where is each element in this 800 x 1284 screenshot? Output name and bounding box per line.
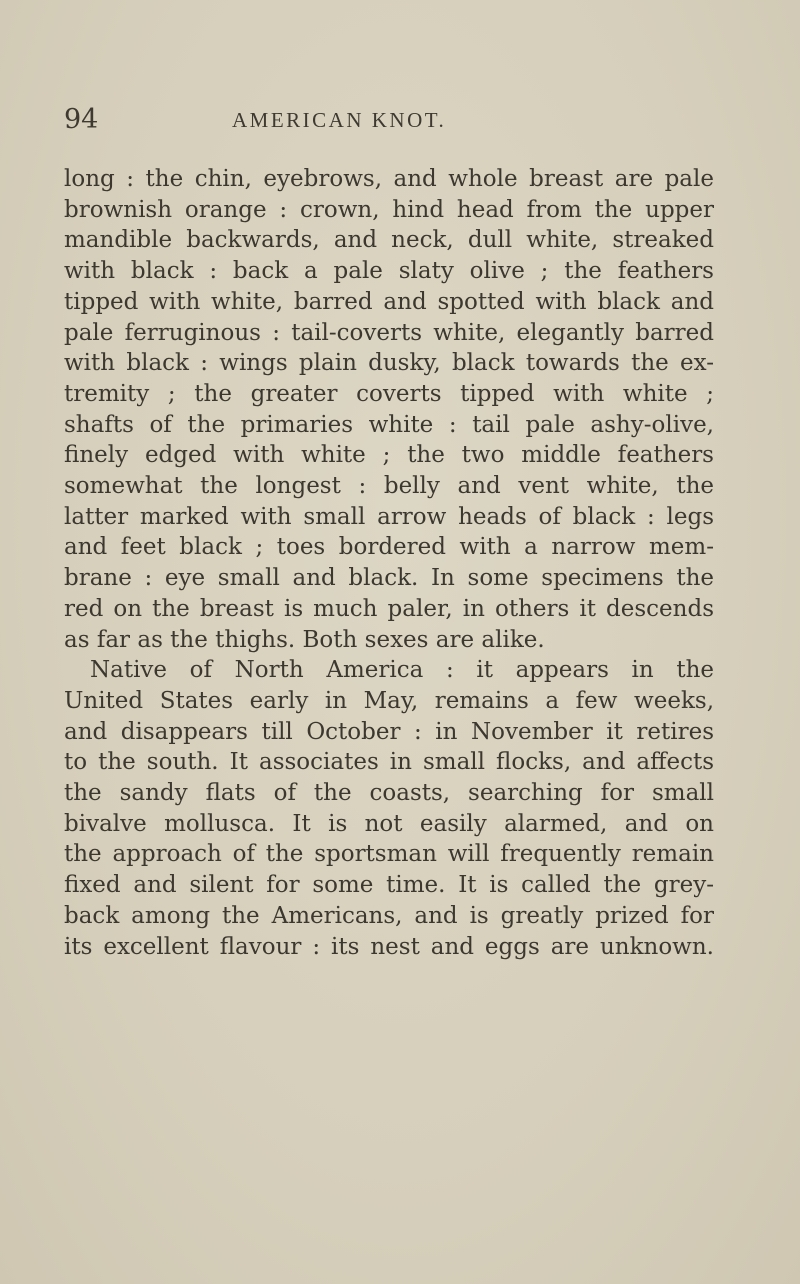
- text-line: Native of North America : it appears in the: [90, 657, 714, 684]
- text-line: red on the breast is much paler, in others it descends: [64, 595, 714, 622]
- text-line: the sandy flats of the coasts, searching for small: [64, 780, 714, 807]
- text-line: brane : eye small and black. In some specimens the: [64, 565, 714, 592]
- text-line: tremity ; the greater coverts tipped with white ;: [64, 380, 714, 407]
- paragraph-description: [64, 164, 714, 655]
- text-line: mandible backwards, and neck, dull white, streaked: [64, 227, 714, 254]
- body-text: [64, 164, 714, 962]
- text-line: the approach of the sportsman will frequently remain: [64, 841, 714, 868]
- text-line: pale ferruginous : tail-coverts white, elegantly barred: [64, 319, 714, 346]
- page-number: 94: [64, 104, 99, 135]
- text-line: United States early in May, remains a few weeks,: [64, 687, 714, 714]
- text-line: fixed and silent for some time. It is called the grey-: [64, 872, 714, 899]
- text-line: tipped with white, barred and spotted with black and: [64, 288, 714, 315]
- text-line: shafts of the primaries white : tail pale ashy-olive,: [64, 411, 714, 438]
- page-header: [64, 104, 716, 144]
- running-head: AMERICAN KNOT.: [232, 108, 447, 132]
- text-line: with black : wings plain dusky, black towards the ex-: [64, 350, 714, 377]
- text-line: to the south. It associates in small flocks, and affects: [64, 749, 714, 776]
- text-line: somewhat the longest : belly and vent white, the: [64, 473, 714, 500]
- text-line: and feet black ; toes bordered with a narrow mem-: [64, 534, 714, 561]
- text-line: latter marked with small arrow heads of black : legs: [64, 503, 714, 530]
- text-line: its excellent flavour : its nest and eggs are unknown.: [64, 933, 714, 960]
- text-line: and disappears till October : in November it retires: [64, 718, 714, 745]
- text-line: bivalve mollusca. It is not easily alarmed, and on: [64, 810, 714, 837]
- text-line: long : the chin, eyebrows, and whole breast are pale: [64, 166, 714, 192]
- text-line: finely edged with white ; the two middle feathers: [64, 442, 714, 469]
- text-line: as far as the thighs. Both sexes are alike.: [64, 626, 545, 653]
- paragraph-distribution: [64, 655, 714, 962]
- text-line: with black : back a pale slaty olive ; the feathers: [64, 258, 714, 285]
- text-line: brownish orange : crown, hind head from the upper: [64, 196, 714, 223]
- text-line: back among the Americans, and is greatly prized for: [64, 902, 714, 929]
